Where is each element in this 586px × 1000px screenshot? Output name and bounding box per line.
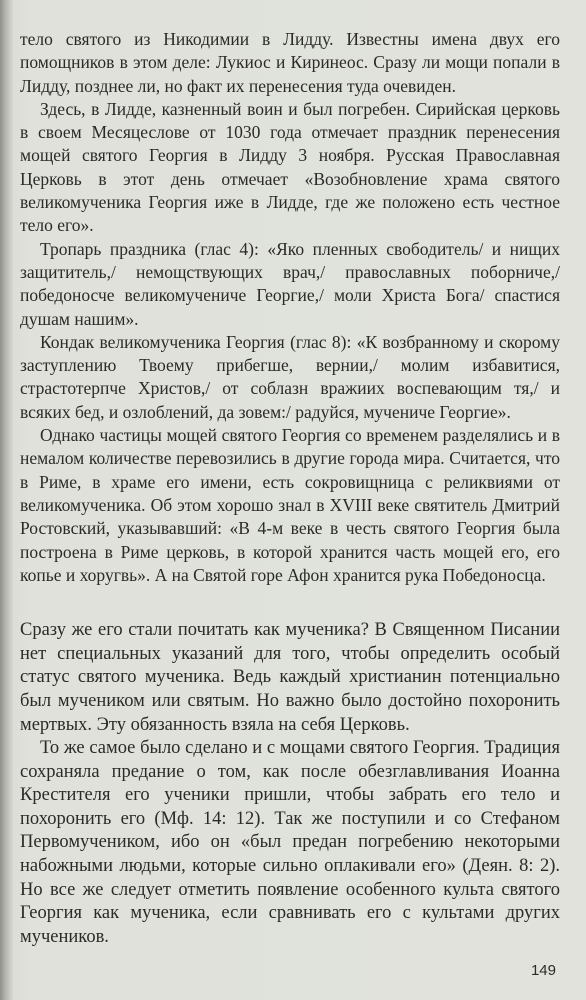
paragraph-6: Сразу же его стали почитать как мученика? В Священном Писании нет специальных указаний для того, чтобы определить особый статус святого мученика. Ведь каждый христианин потенциально был мучеником или святым. Но важно было достойно похоронить мертвых. Эту обязанность взяла на себя Церковь. bbox=[20, 620, 560, 735]
paragraph-5: Однако частицы мощей святого Георгия со временем разделялись и в немалом количестве перевозились в другие города мира. Считается, что в Риме, в храме его имени, есть сокровищница с реликвиями от великомученика. Об этом хорошо знал в XVIII веке святитель Дмитрий Ростовский, указывавший: «В 4-м веке в честь святого Георгия была построена в Риме церковь, в которой хранится часть мощей его, его копье и хоругвь». А на Святой горе Афон хранится рука Победоносца. bbox=[20, 425, 560, 585]
paragraph-3: Тропарь праздника (глас 4): «Яко пленных свободитель/ и нищих защититель,/ немощствующих врач,/ православных поборниче,/ победоносче великомучениче Георгие,/ моли Христа Бога/ спастися душам нашим». bbox=[20, 238, 560, 329]
lower-section bbox=[20, 619, 560, 949]
book-spine-shadow bbox=[0, 0, 14, 1000]
paragraph-1: тело святого из Никодимии в Лидду. Известны имена двух его помощников в этом деле: Лукиос и Киринеос. Сразу ли мощи попали в Лидду, позднее ли, но факт их перенесения туда очевиден. bbox=[20, 29, 560, 96]
page-number: 149 bbox=[530, 962, 556, 979]
paragraph-2: Здесь, в Лидде, казненный воин и был погребен. Сирийская церковь в своем Месяцеслове от 1030 года отмечает праздник перенесения мощей святого Георгия в Лидду 3 ноября. Русская Православная Церковь в этот день отмечает «Возобновление храма святого великомученика Георгия иже в Лидде, где же положено есть честное тело его». bbox=[20, 98, 560, 236]
book-page-text bbox=[20, 28, 560, 949]
section-break bbox=[20, 587, 560, 619]
paragraph-4: Кондак великомученика Георгия (глас 8): «К возбранному и скорому заступлению Твоему прибегше, вернии,/ молим избавитися, страстотерпче Христов,/ от соблазн вражиих воспевающим тя,/ и всяких бед, и озлоблений, да зовем:/ радуйся, мучениче Георгие». bbox=[20, 331, 560, 422]
paragraph-7: То же самое было сделано и с мощами святого Георгия. Традиция сохраняла предание о том, как после обезглавливания Иоанна Крестителя его ученики пришли, чтобы забрать его тело и похоронить его (Мф. 14: 12). Так же поступили и со Стефаном Первомучеником, ибо он «был предан погребению некоторыми набожными людьми, которые сильно оплакивали его» (Деян. 8: 2). Но все же следует отметить появление особенного культа святого Георгия как мученика, если сравнивать его с культами других мучеников. bbox=[20, 738, 560, 947]
